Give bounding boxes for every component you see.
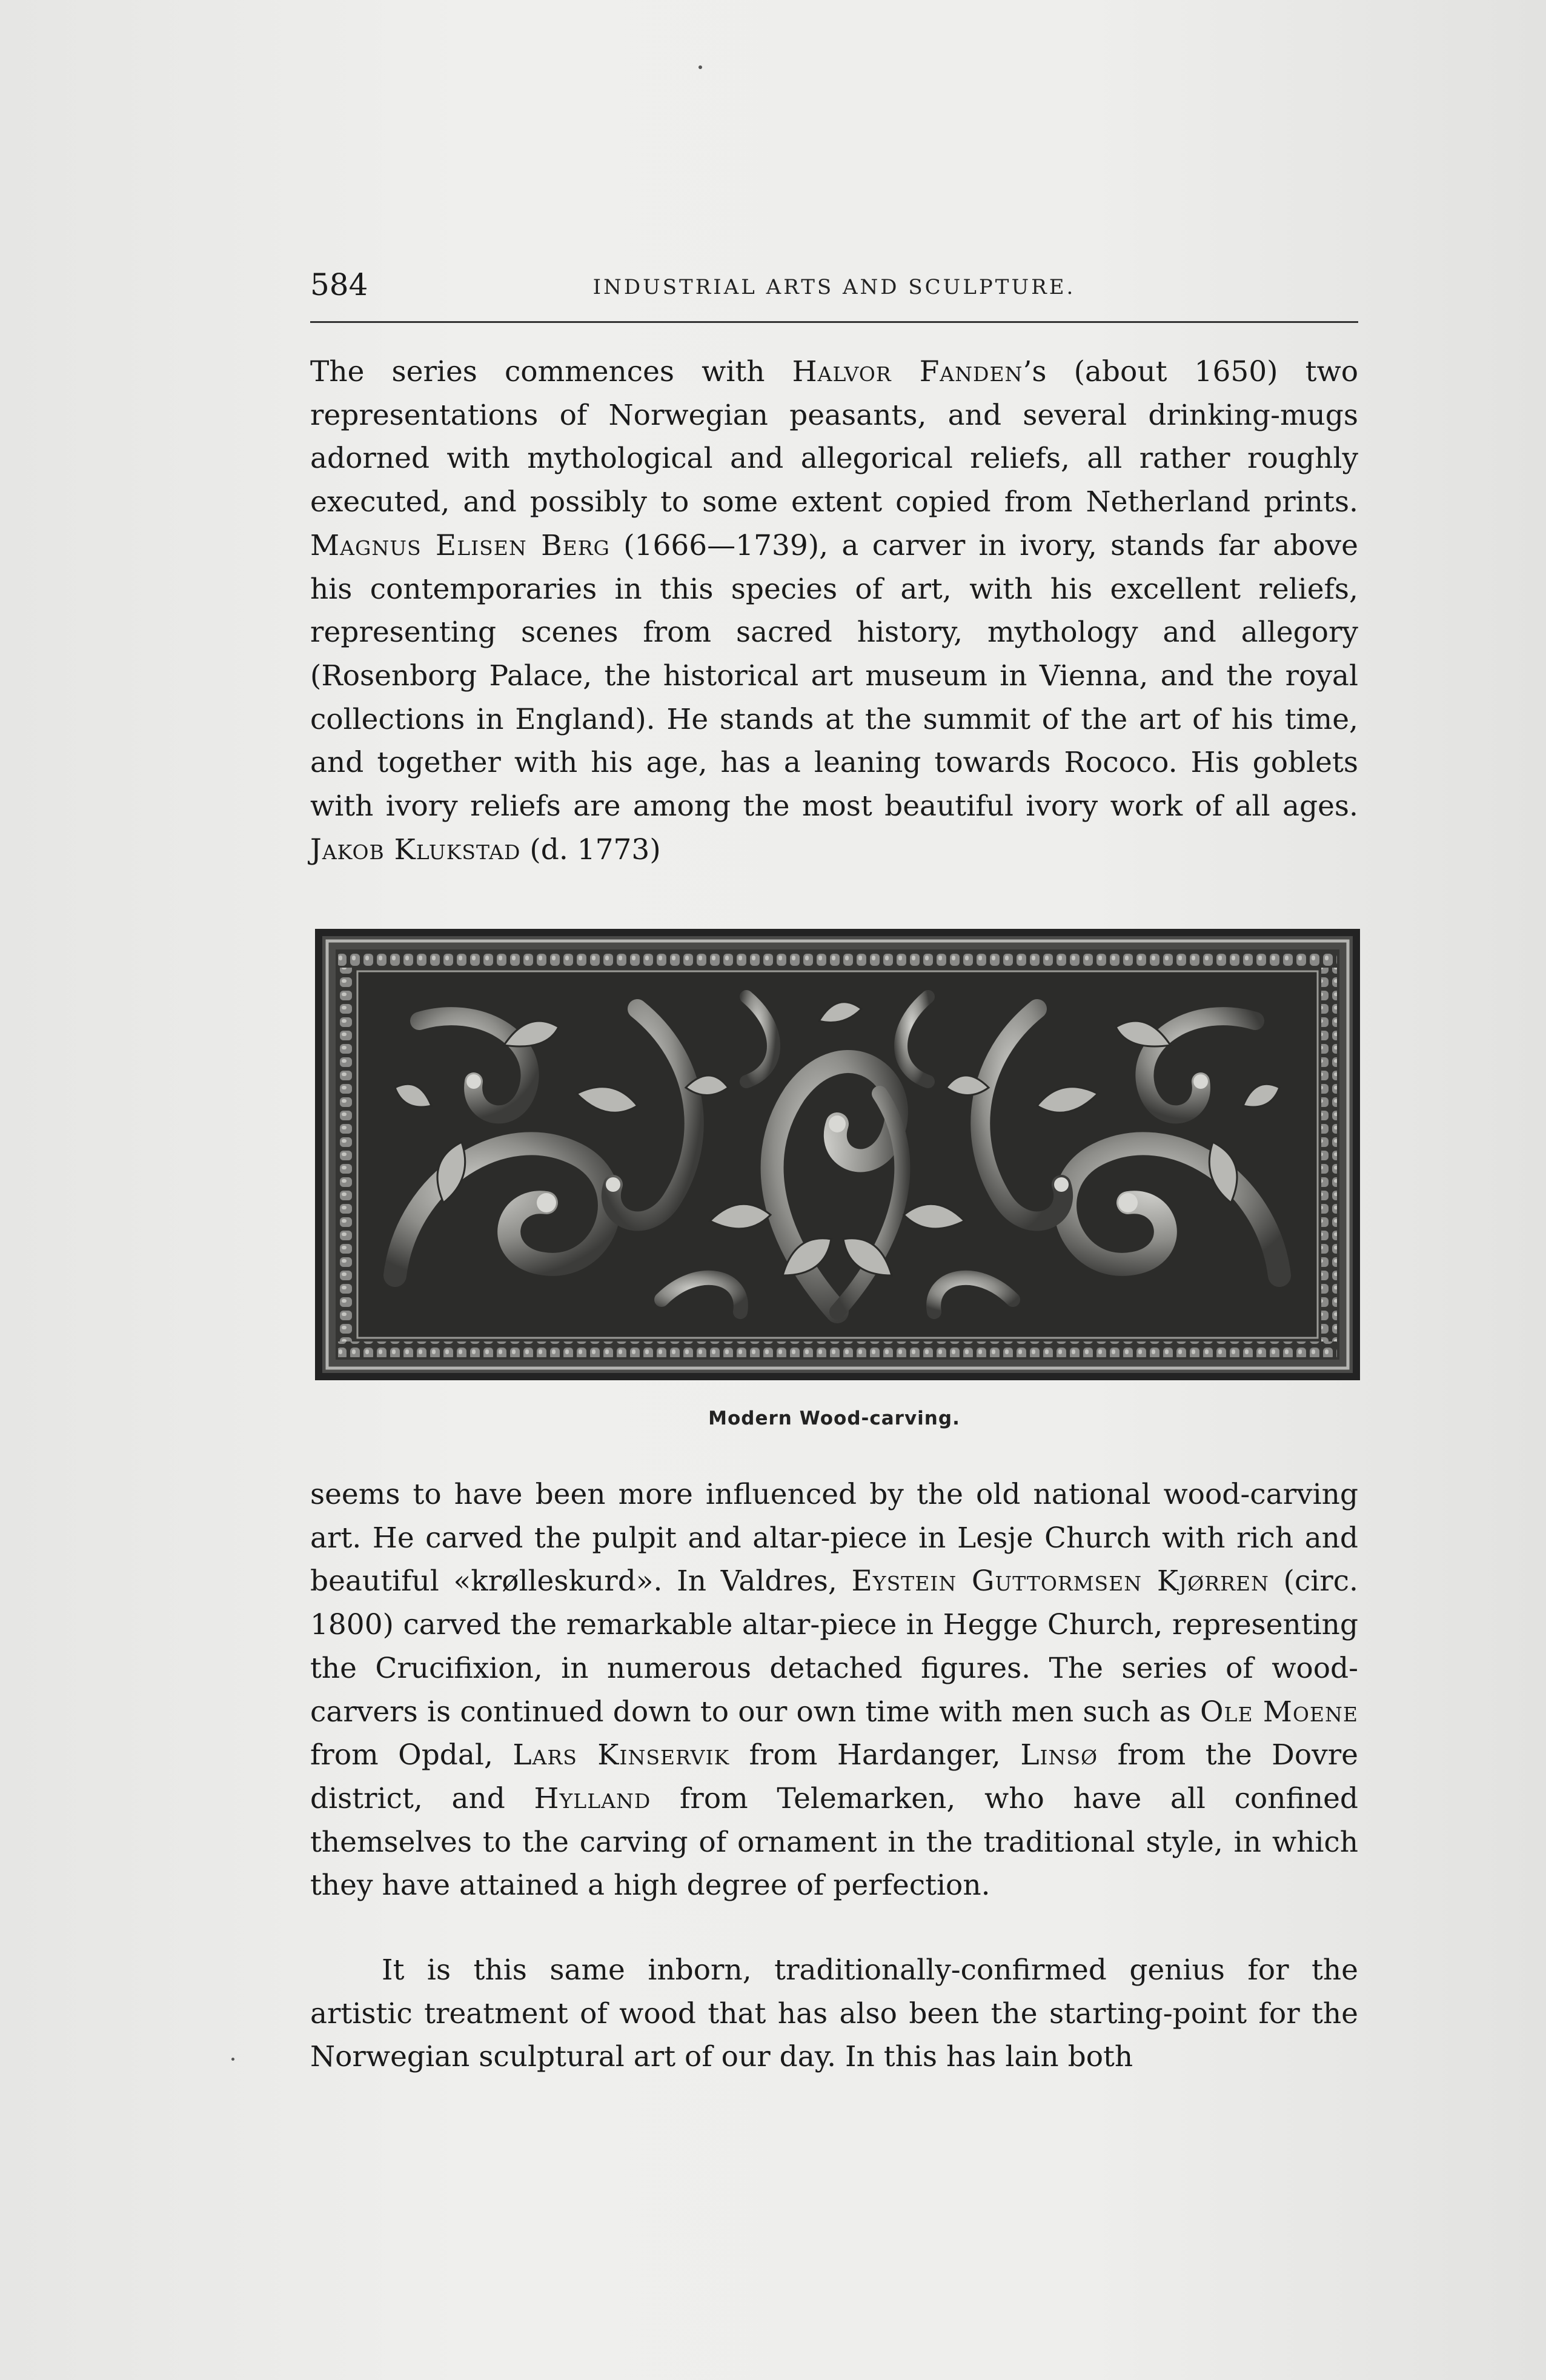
running-head: INDUSTRIAL ARTS AND SCULPTURE.: [592, 275, 1076, 299]
person-name: Lars Kinservik: [513, 1738, 730, 1772]
text-run: from Hardanger,: [729, 1738, 1021, 1772]
paragraph-3: [310, 1949, 1358, 2079]
wood-carving-illustration: [322, 936, 1353, 1373]
text-run: (circ. 1800) carved the remarkable altar-piece in Hegge Church, representing the Crucifixion, in numerous detached figures. The series of wood-carvers is continued down to our own time with men such as: [310, 1564, 1358, 1729]
paragraph-text: It is this same inborn, traditionally-confirmed genius for the artistic treatment of wood that has also been the starting-point for the Norwegian sculptural art of our day. In this has lain both: [310, 1953, 1358, 2074]
person-name: Magnus Elisen Berg: [310, 528, 610, 562]
person-name: Hylland: [534, 1781, 651, 1815]
person-name: Halvor Fanden: [792, 355, 1023, 388]
text-run: ’s (about 1650) two representations of Norwegian peasants, and several drinking-mugs adorned with mythological and allegorical reliefs, all rather roughly executed, and possibly to some extent copied from Netherland prints.: [310, 355, 1358, 519]
person-name: Linsø: [1020, 1738, 1098, 1772]
paragraph-1: [310, 350, 1358, 871]
paper-speck: [231, 2058, 234, 2061]
text-run: from Opdal,: [310, 1738, 513, 1772]
text-run: (d. 1773): [520, 833, 661, 866]
paper-speck: [698, 65, 702, 69]
page-header: [310, 267, 1358, 323]
person-name: Eystein Guttormsen Kjørren: [851, 1564, 1269, 1598]
person-name: Ole Moene: [1200, 1695, 1358, 1729]
text-run: from the Dovre district, and: [310, 1738, 1358, 1815]
page-number: 584: [310, 267, 368, 302]
paragraph-2: [310, 1473, 1358, 1907]
wood-carving-figure: [315, 929, 1360, 1380]
text-run: (1666—1739), a carver in ivory, stands far above his contemporaries in this species of art, with his excellent reliefs, representing scenes from sacred history, mythology and allegory (Rosenborg Palace, the historical art museum in Vienna, and the royal collections in England). He stands at the summit of the art of his time, and together with his age, has a leaning towards Rococo. His goblets with ivory reliefs are among the most beautiful ivory work of all ages.: [310, 528, 1358, 823]
person-name: Jakob Klukstad: [310, 833, 521, 866]
text-run: seems to have been more influenced by the old national wood-carving art. He carved the pulpit and altar-piece in Lesje Church with rich and beautiful «krølleskurd». In Valdres,: [310, 1478, 1358, 1598]
text-run: The series commences with: [310, 355, 792, 388]
figure-caption: Modern Wood-carving.: [708, 1408, 960, 1429]
text-run: from Telemarken, who have all confined themselves to the carving of ornament in the traditional style, in which they have attained a high degree of perfection.: [310, 1781, 1359, 1903]
